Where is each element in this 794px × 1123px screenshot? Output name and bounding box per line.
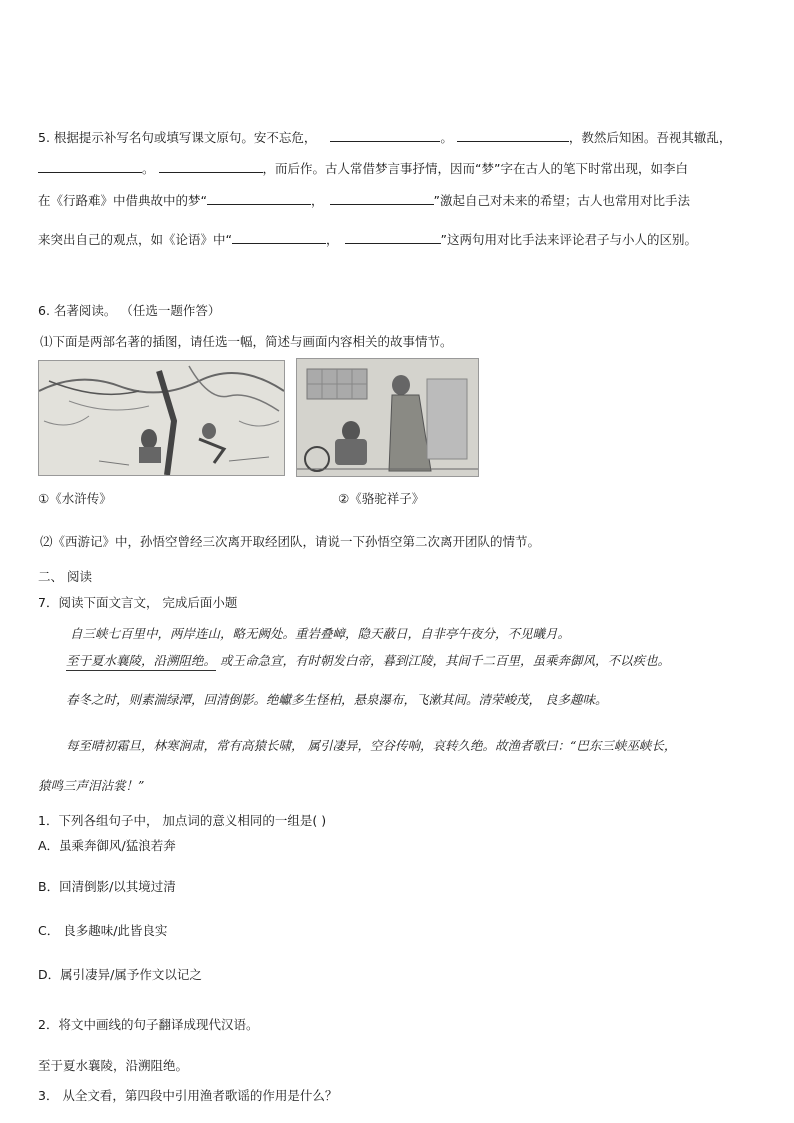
q6-subquestion-1: ⑴下面是两部名著的插图，请任选一幅，简述与画面内容相关的故事情节。 (40, 334, 453, 349)
option-c[interactable]: C． 良多趣味/此皆良实 (38, 923, 168, 938)
subquestion-1: 1．下列各组句子中， 加点词的意义相同的一组是( ) (38, 813, 327, 828)
option-b[interactable]: B．回清倒影/以其境过清 (38, 879, 176, 894)
passage-paragraph-4: 每至晴初霜旦，林寒涧肃，常有高猿长啸， 属引凄异，空谷传响，哀转久绝。故渔者歌曰：“巴东三峡巫峡长， (66, 738, 677, 753)
q7-title: 7．阅读下面文言文， 完成后面小题 (38, 595, 238, 610)
subquestion-2: 2．将文中画线的句子翻译成现代汉语。 (38, 1017, 259, 1032)
answer-blank[interactable] (232, 229, 326, 244)
camel-xiangzi-illustration (296, 358, 479, 477)
answer-blank[interactable] (457, 127, 569, 142)
answer-blank[interactable] (159, 158, 263, 173)
answer-blank[interactable] (330, 190, 434, 205)
caption-water-margin: ①《水浒传》 (38, 491, 112, 506)
subquestion-2-text: 至于夏水襄陵，沿溯阻绝。 (38, 1058, 189, 1073)
answer-blank[interactable] (330, 127, 440, 142)
caption-camel-xiangzi: ②《骆驼祥子》 (338, 491, 425, 506)
q5-line-4: 来突出自己的观点，如《论语》中“ ， ”这两句用对比手法来评论君子与小人的区别。 (38, 229, 697, 249)
passage-paragraph-1: 自三峡七百里中，两岸连山，略无阙处。重岩叠嶂，隐天蔽日，自非亭午夜分，不见曦月。 (70, 626, 571, 641)
underlined-sentence: 至于夏水襄陵，沿溯阻绝。 (66, 653, 216, 671)
passage-paragraph-4-cont: 猿鸣三声泪沾裳！” (38, 778, 145, 793)
rickshaw-scene-icon (297, 359, 478, 476)
answer-blank[interactable] (38, 158, 142, 173)
q6-subquestion-2: ⑵《西游记》中，孙悟空曾经三次离开取经团队，请说一下孙悟空第二次离开团队的情节。 (40, 534, 541, 549)
q5-line-3: 在《行路难》中借典故中的梦“ ， ”激起自己对未来的希望；古人也常用对比手法 (38, 190, 690, 210)
water-margin-illustration (38, 360, 285, 476)
q5-line-2: 。 ，而后作。古人常借梦言事抒情，因而“梦”字在古人的笔下时常出现，如李白 (38, 158, 688, 178)
q6-title: 6. 名著阅读。 （任选一题作答） (38, 303, 221, 318)
answer-blank[interactable] (345, 229, 441, 244)
q5-line-1: 5. 根据提示补写名句或填写课文原句。安不忘危， 。 ，教然后知困。吾视其辙乱， (38, 127, 731, 147)
section-heading-reading: 二、 阅读 (38, 569, 92, 584)
tree-fight-scene-icon (39, 361, 284, 475)
option-a[interactable]: A．虽乘奔御风/猛浪若奔 (38, 838, 176, 853)
option-d[interactable]: D．属引凄异/属予作文以记之 (38, 967, 202, 982)
passage-paragraph-2: 至于夏水襄陵，沿溯阻绝。 或王命急宣，有时朝发白帝，暮到江陵，其间千二百里，虽乘奔御风，不以疾也。 (66, 651, 670, 669)
answer-blank[interactable] (207, 190, 311, 205)
passage-paragraph-3: 春冬之时，则素湍绿潭，回清倒影。绝巘多生怪柏，悬泉瀑布，飞漱其间。清荣峻茂， 良多趣味。 (66, 692, 608, 707)
subquestion-3: 3． 从全文看，第四段中引用渔者歌谣的作用是什么？ (38, 1088, 338, 1103)
